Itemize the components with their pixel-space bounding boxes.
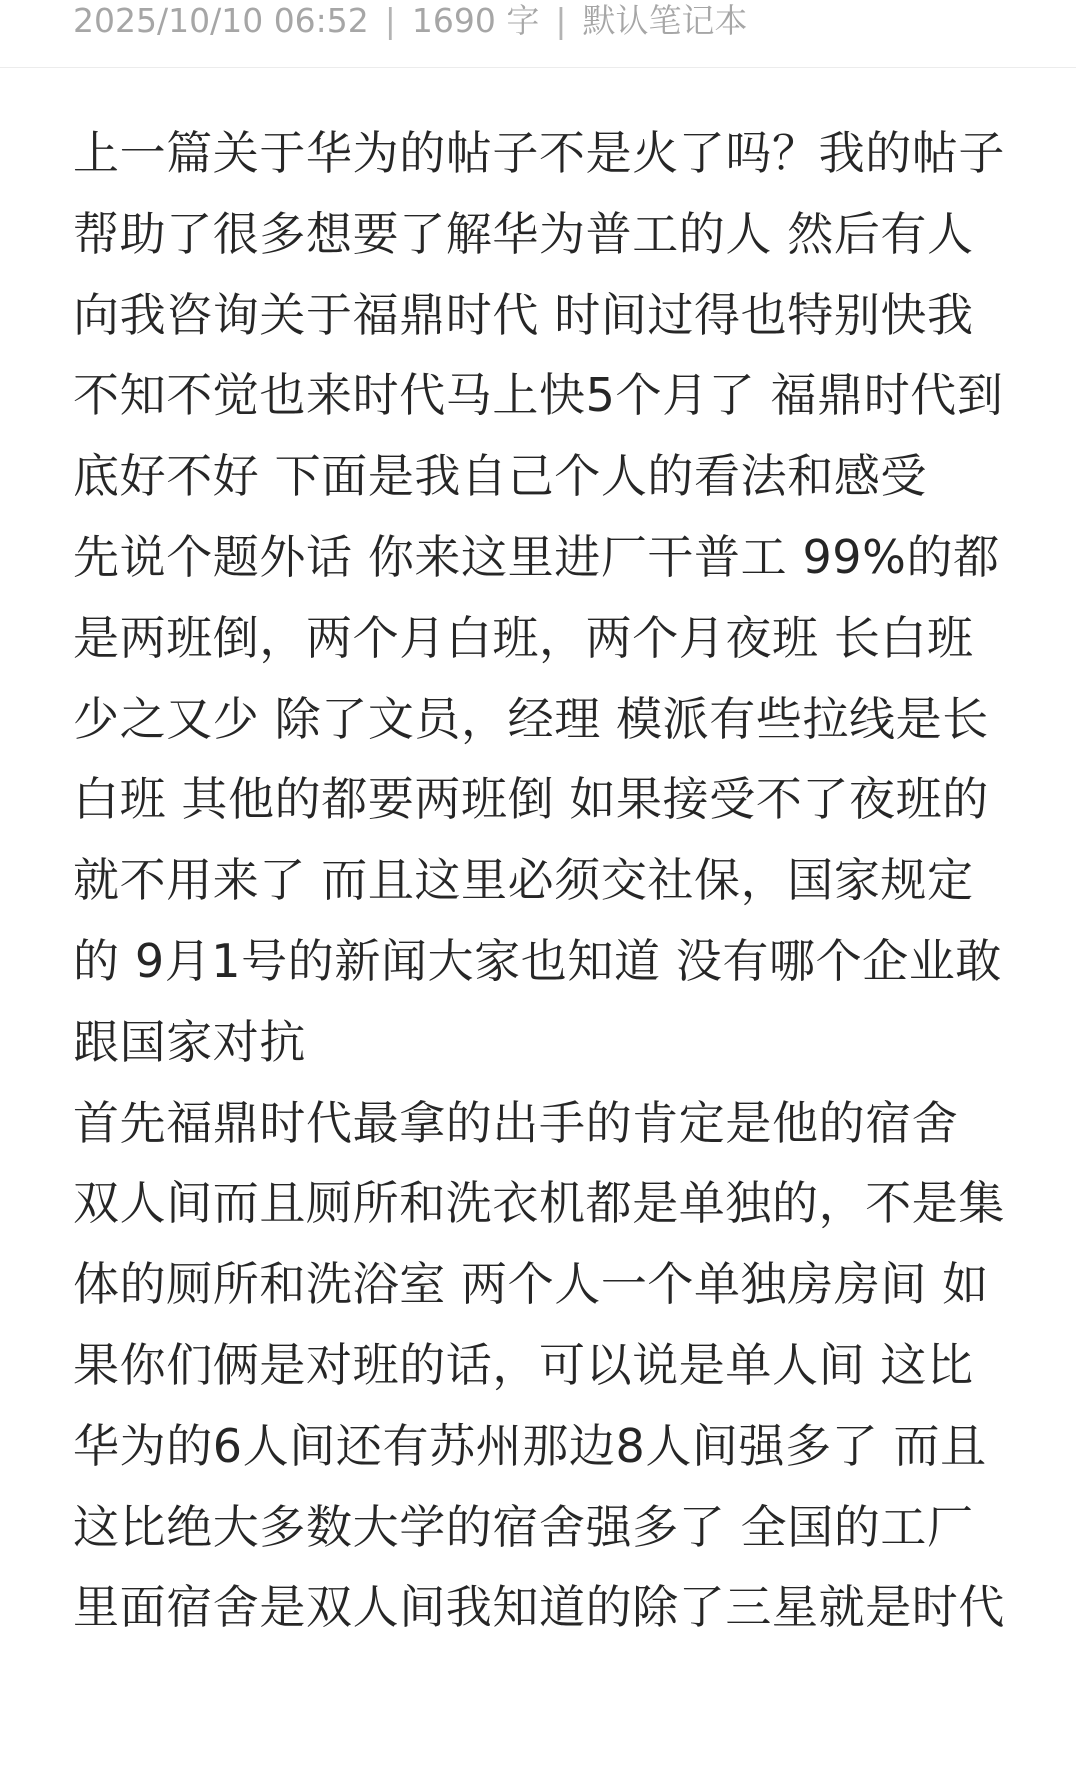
note-paragraph: 上一篇关于华为的帖子不是火了吗？我的帖子帮助了很多想要了解华为普工的人 然后有人向我咨询关于福鼎时代 时间过得也特别快我不知不觉也来时代马上快5个月了 福鼎时代到底好不好 下面是我自己个人的看法和感受 (73, 126, 1005, 504)
meta-separator: | (555, 1, 567, 40)
note-paragraph: 首先福鼎时代最拿的出手的肯定是他的宿舍 双人间而且厕所和洗衣机都是单独的，不是集体的厕所和洗浴室 两个人一个单独房房间 如果你们俩是对班的话，可以说是单人间 这比华为的6人间还有苏州那边8人间强多了 而且这比绝大多数大学的宿舍强多了 全国的工厂里面宿舍是双人间我知道的除了三星就是时代 (73, 1095, 1005, 1635)
note-paragraph: 先说个题外话 你来这里进厂干普工 99%的都是两班倒，两个月白班，两个月夜班 长白班少之又少 除了文员，经理 模派有些拉线是长白班 其他的都要两班倒 如果接受不了夜班的就不用来了 而且这里必须交社保，国家规定的 9月1号的新闻大家也知道 没有哪个企业敢跟国家对抗 (73, 529, 1002, 1069)
note-word-count: 1690 字 (411, 1, 540, 40)
note-datetime: 2025/10/10 06:52 (73, 1, 369, 40)
note-body[interactable] (73, 113, 1008, 1783)
note-meta-bar (0, 0, 1076, 68)
note-meta-line (73, 0, 748, 42)
notebook-name[interactable]: 默认笔记本 (582, 1, 748, 40)
meta-separator: | (384, 1, 396, 40)
